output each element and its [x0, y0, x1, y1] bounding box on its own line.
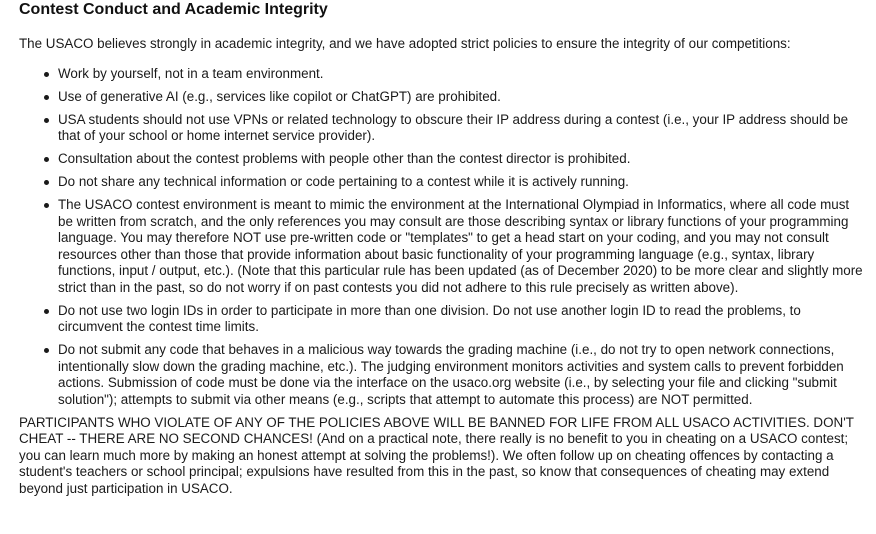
list-item — [58, 174, 871, 191]
rule-text: Consultation about the contest problems with people other than the contest director is prohibited. — [58, 151, 631, 166]
bullet-icon — [44, 348, 49, 353]
bullet-icon — [44, 118, 49, 123]
bullet-icon — [44, 72, 49, 77]
intro-paragraph: The USACO believes strongly in academic integrity, and we have adopted strict policies to ensure the integrity of our competitions: — [19, 36, 791, 51]
rule-text: Do not use two login IDs in order to participate in more than one division. Do not use another login ID to read the problems, to circumvent the contest time limits. — [58, 302, 801, 334]
rule-text: Do not submit any code that behaves in a malicious way towards the grading machine (i.e., do not try to open network connections, intentionally slow down the grading machine, etc.). The judging environment monitors activities and system calls to prevent forbidden actions. Submission of code must be done via the interface on the usaco.org website (i.e., by selecting your file and clicking "submit solution"); attempts to submit via other means (e.g., scripts that attempt to automate this process) are NOT permitted. — [58, 342, 844, 407]
rule-text: The USACO contest environment is meant to mimic the environment at the International Olympiad in Informatics, where all code must be written from scratch, and the only references you may consult are those describing syntax or library functions of your programming language. You may therefore NOT use pre-written code or "templates" to get a head start on your coding, and you may not consult resources other than those that provide information about basic functionality of your programming language (e.g., syntax, library functions, input / output, etc.). (Note that this particular rule has been updated (as of December 2020) to be more clear and slightly more strict than in the past, so do not worry if on past contests you did not adhere to this rule precisely as written above). — [58, 197, 863, 295]
integrity-section — [19, 0, 871, 497]
rule-text: Use of generative AI (e.g., services like copilot or ChatGPT) are prohibited. — [58, 88, 501, 104]
bullet-icon — [44, 309, 49, 314]
list-item — [58, 197, 871, 296]
rule-text: Do not share any technical information or code pertaining to a contest while it is actively running. — [58, 174, 629, 189]
bullet-icon — [44, 157, 49, 162]
rule-text: USA students should not use VPNs or related technology to obscure their IP address during a contest (i.e., your IP address should be that of your school or home internet service provider). — [58, 111, 849, 143]
list-item — [58, 66, 871, 83]
list-item — [58, 112, 871, 145]
section-title: Contest Conduct and Academic Integrity — [19, 1, 328, 18]
list-item — [58, 151, 871, 168]
list-item — [58, 303, 871, 336]
rule-text: Work by yourself, not in a team environment. — [58, 65, 324, 81]
rules-list — [19, 66, 871, 409]
bullet-icon — [44, 203, 49, 208]
closing-paragraph: PARTICIPANTS WHO VIOLATE OF ANY OF THE POLICIES ABOVE WILL BE BANNED FOR LIFE FROM ALL USACO ACTIVITIES. DON'T CHEAT -- THERE ARE NO SECOND CHANCES! (And on a practical note, there really is no benefit to you in cheating on a USACO contest; you can learn much more by making an honest attempt at solving the problems!). We often follow up on cheating offences by contacting a student's teachers or school principal; expulsions have resulted from this in the past, so know that consequences of cheating may extend beyond just participation in USACO. — [19, 414, 854, 496]
list-item — [58, 89, 871, 106]
bullet-icon — [44, 180, 49, 185]
list-item — [58, 342, 871, 408]
bullet-icon — [44, 95, 49, 100]
